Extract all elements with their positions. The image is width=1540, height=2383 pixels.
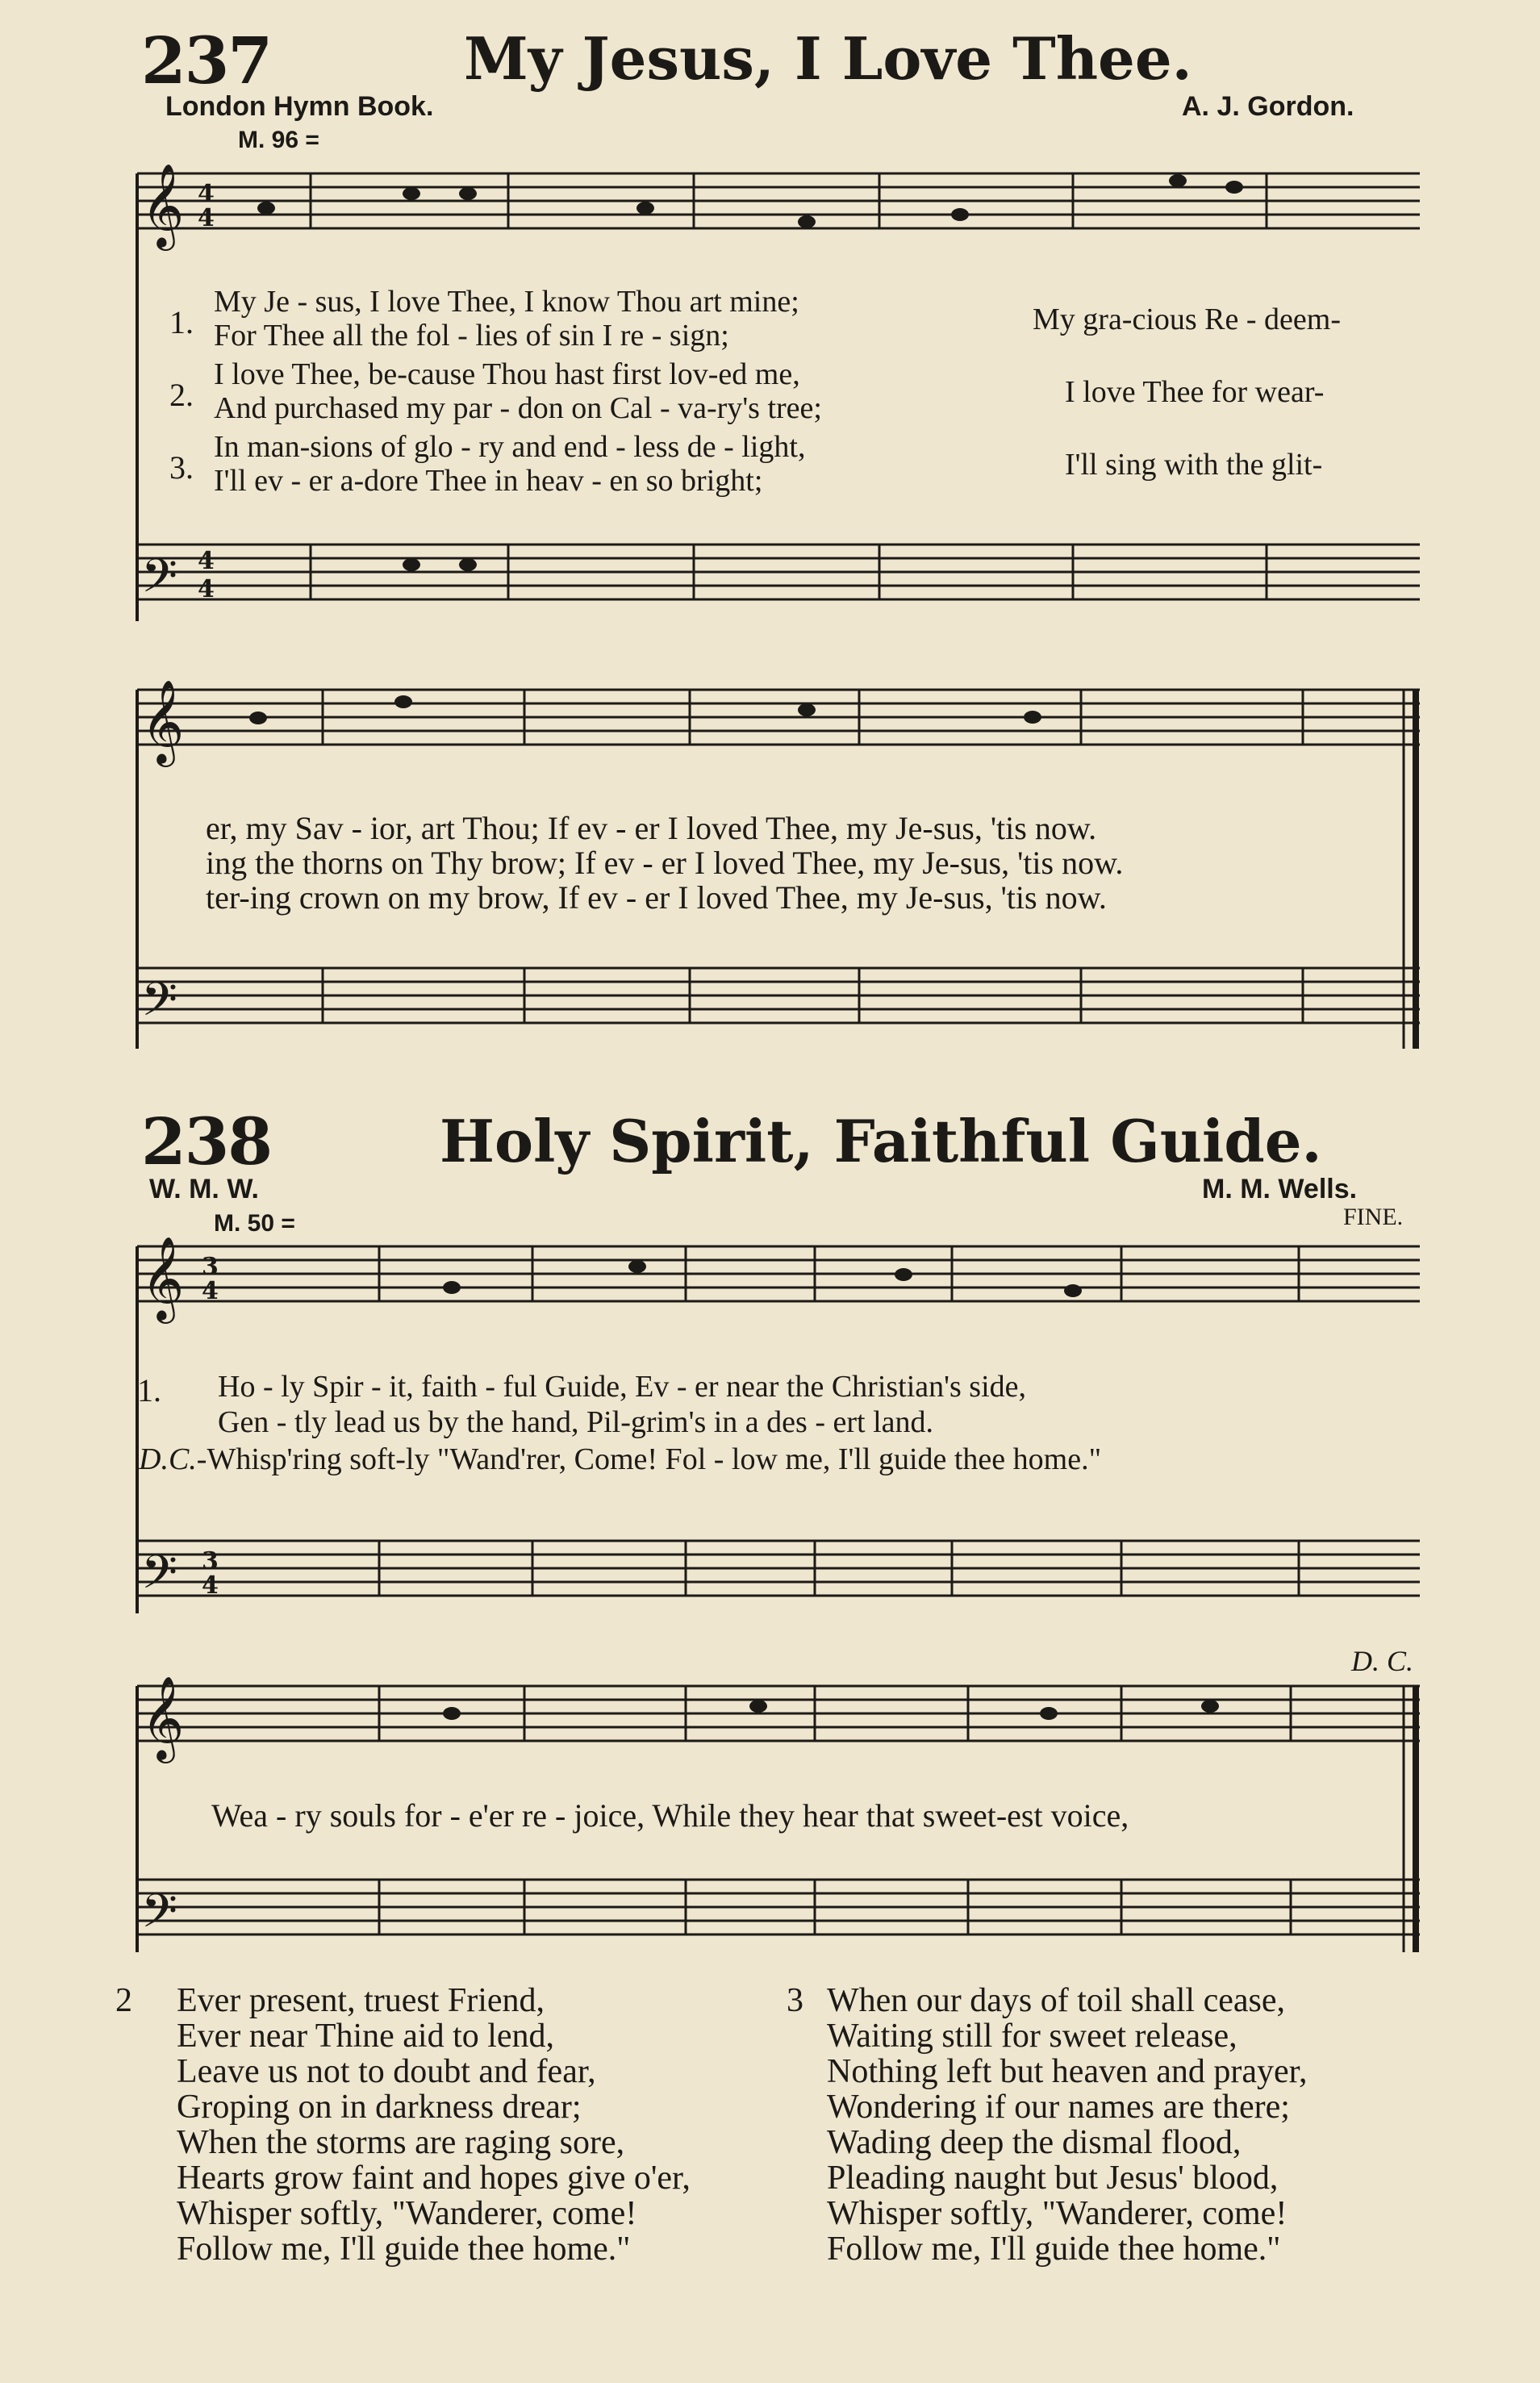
verse-continuation: I love Thee for wear-	[1065, 375, 1325, 409]
verse-3-line: Whisper softly, "Wanderer, come!	[827, 2195, 1288, 2232]
staff-237-2-bass	[137, 968, 1420, 1023]
verse-line-a: I love Thee, be-cause Thou hast first lov-ed me,	[214, 357, 800, 391]
verse-3-line: When our days of toil shall cease,	[827, 1982, 1285, 2019]
verse-number: 2.	[169, 377, 194, 413]
svg-text:4: 4	[198, 547, 215, 575]
verse-2-line: Leave us not to doubt and fear,	[177, 2053, 596, 2090]
staff-238-1-treble	[137, 1246, 1420, 1301]
verse-2-number: 2	[115, 1982, 132, 2019]
verse-2-line: When the storms are raging sore,	[177, 2124, 625, 2161]
staff-238-1-bass	[137, 1541, 1420, 1596]
verse-line-a: My Je - sus, I love Thee, I know Thou art mine;	[214, 285, 799, 319]
svg-text:4: 4	[202, 1277, 219, 1305]
verse-number: 1.	[169, 304, 194, 340]
hymn-237-refrain-line-3: ter-ing crown on my brow, If ev - er I loved Thee, my Je-sus, 'tis now.	[206, 879, 1107, 916]
verse-continuation: My gra-cious Re - deem-	[1033, 303, 1341, 336]
hymn-237-composer: A. J. Gordon.	[1182, 91, 1354, 122]
hymn-238-verse-1-line-a: Ho - ly Spir - it, faith - ful Guide, Ev - er near the Christian's side,	[218, 1370, 1027, 1404]
verse-3-line: Wading deep the dismal flood,	[827, 2124, 1242, 2161]
dc-text: -Whisp'ring soft-ly "Wand'rer, Come! Fol - low me, I'll guide thee home."	[196, 1442, 1102, 1476]
staff-238-2-bass	[137, 1880, 1420, 1934]
svg-text:4: 4	[198, 204, 215, 232]
hymn-238-verse-1-line-c	[139, 1442, 1101, 1477]
hymn-237-number: 237	[141, 23, 271, 98]
hymn-238-dc: D. C.	[1351, 1645, 1414, 1677]
svg-text:4: 4	[202, 1571, 219, 1600]
hymn-237-verse-1	[169, 284, 1420, 357]
svg-text:𝄞: 𝄞	[141, 1236, 185, 1321]
verse-3-line: Waiting still for sweet release,	[827, 2018, 1237, 2055]
hymn-238-author: W. M. W.	[149, 1174, 259, 1204]
hymn-237-verse-3	[169, 429, 1420, 502]
verse-line-b: And purchased my par - don on Cal - va-ry's tree;	[214, 391, 822, 425]
svg-text:3: 3	[202, 1253, 219, 1281]
verse-3-line: Wondering if our names are there;	[827, 2089, 1290, 2126]
svg-text:𝄞: 𝄞	[141, 679, 185, 764]
svg-text:𝄢: 𝄢	[141, 1884, 178, 1950]
hymn-237-metronome: M. 96 =	[238, 127, 319, 153]
svg-text:4: 4	[198, 575, 215, 603]
verse-3-line: Nothing left but heaven and prayer,	[827, 2053, 1308, 2090]
hymn-238-verse-3	[787, 1983, 1307, 2267]
svg-text:3: 3	[202, 1547, 219, 1575]
staff-237-1-bass	[137, 545, 1420, 599]
verse-3-line: Follow me, I'll guide thee home."	[827, 2231, 1281, 2268]
svg-text:𝄢: 𝄢	[141, 1545, 178, 1611]
verse-2-line: Ever near Thine aid to lend,	[177, 2018, 555, 2055]
svg-text:𝄢: 𝄢	[141, 549, 178, 615]
hymn-238-line-2-lyric: Wea - ry souls for - e'er re - joice, While they hear that sweet-est voice,	[211, 1797, 1129, 1834]
verse-2-line: Whisper softly, "Wanderer, come!	[177, 2195, 637, 2232]
verse-line-b: For Thee all the fol - lies of sin I re - sign;	[214, 319, 729, 353]
svg-text:𝄞: 𝄞	[141, 163, 185, 248]
verse-2-line: Follow me, I'll guide thee home."	[177, 2231, 631, 2268]
hymn-238-metronome: M. 50 =	[214, 1210, 295, 1237]
staff-237-1-treble	[137, 173, 1420, 228]
verse-number: 3.	[169, 449, 194, 486]
staff-237-2-treble	[137, 690, 1420, 745]
hymn-238-title: Holy Spirit, Faithful Guide.	[440, 1107, 1322, 1175]
verse-3-line: Pleading naught but Jesus' blood,	[827, 2160, 1279, 2197]
hymn-238-composer: M. M. Wells.	[1202, 1174, 1358, 1204]
hymn-238-fine: FINE.	[1343, 1204, 1404, 1230]
verse-2-line: Hearts grow faint and hopes give o'er,	[177, 2160, 691, 2197]
verse-line-a: In man-sions of glo - ry and end - less de - light,	[214, 430, 806, 464]
verse-line-b: I'll ev - er a-dore Thee in heav - en so bright;	[214, 464, 763, 498]
verse-2-line: Groping on in darkness drear;	[177, 2089, 582, 2126]
hymn-237-refrain-line-2: ing the thorns on Thy brow; If ev - er I loved Thee, my Je-sus, 'tis now.	[206, 845, 1124, 881]
hymn-237-refrain-line-1: er, my Sav - ior, art Thou; If ev - er I loved Thee, my Je-sus, 'tis now.	[206, 810, 1097, 846]
hymn-237-title: My Jesus, I Love Thee.	[464, 24, 1192, 93]
hymn-237-source: London Hymn Book.	[165, 91, 434, 122]
hymn-238-verse-number: 1.	[137, 1372, 161, 1409]
hymn-237-verse-block	[169, 284, 1420, 502]
hymn-238-number: 238	[141, 1104, 271, 1179]
hymn-238-verse-2	[115, 1983, 691, 2267]
dc-label: D.C.	[139, 1442, 197, 1476]
svg-text:4: 4	[198, 180, 215, 208]
verse-2-line: Ever present, truest Friend,	[177, 1982, 545, 2019]
staff-238-2-treble	[137, 1686, 1420, 1741]
hymn-237-verse-2	[169, 357, 1420, 429]
hymn-238-verse-1-line-b: Gen - tly lead us by the hand, Pil-grim's in a des - ert land.	[218, 1405, 933, 1439]
svg-text:𝄞: 𝄞	[141, 1676, 185, 1760]
verse-3-number: 3	[787, 1982, 803, 2019]
verse-continuation: I'll sing with the glit-	[1065, 448, 1323, 482]
svg-text:𝄢: 𝄢	[141, 972, 178, 1038]
